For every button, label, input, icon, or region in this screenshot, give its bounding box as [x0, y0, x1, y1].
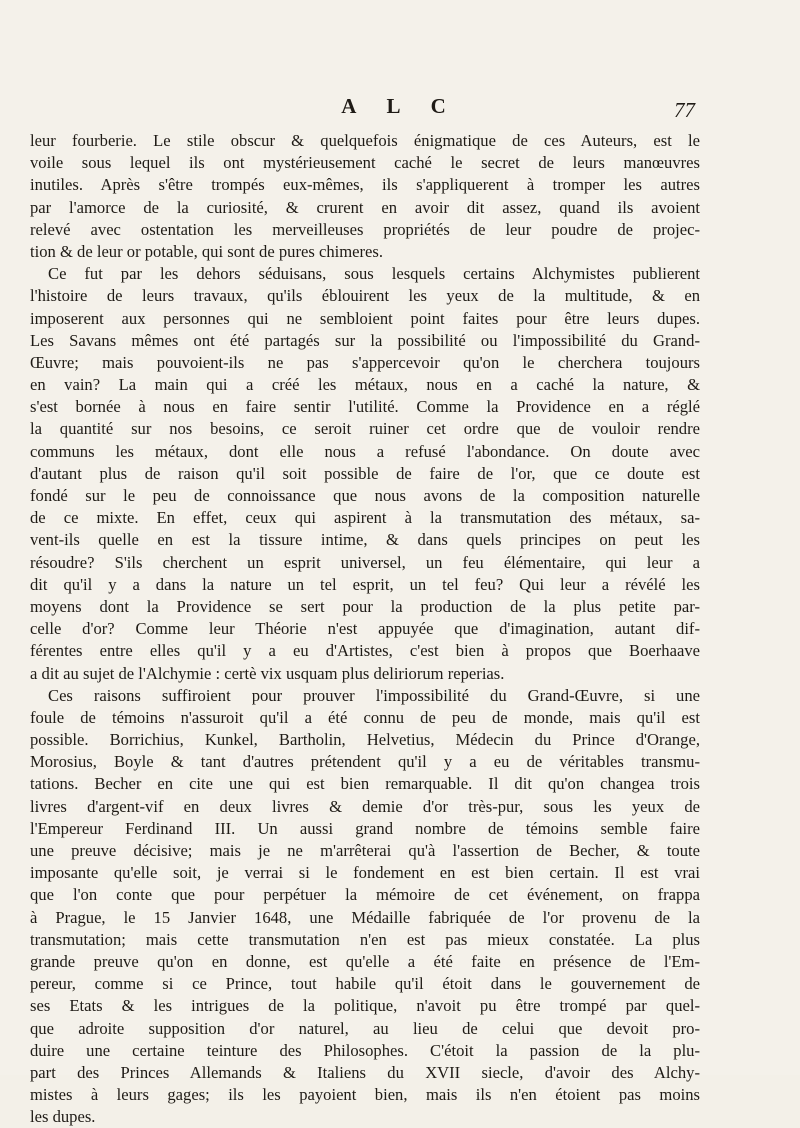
- text-line: à Prague, le 15 Janvier 1648, une Médaille fabriquée de l'or provenu de la: [30, 907, 700, 927]
- text-line: que l'on conte que pour perpétuer la mémoire de cet événement, on frappa: [30, 885, 700, 905]
- page-number: 77: [674, 98, 695, 122]
- text-line: Ce fut par les dehors séduisans, sous lesquels certains Alchymistes publierent: [48, 264, 700, 284]
- text-line: possible. Borrichius, Kunkel, Bartholin, Helvetius, Médecin du Prince d'Orange,: [30, 730, 700, 750]
- text-line: tations. Becher en cite une qui est bien remarquable. Il dit qu'on changea trois: [30, 774, 700, 794]
- text-line: imposerent aux personnes qui ne sembloient point faites pour être leurs dupes.: [30, 308, 700, 328]
- text-line: les dupes.: [30, 1107, 96, 1127]
- running-head: A L C: [341, 94, 459, 118]
- text-line: grande preuve qu'on en donne, est qu'elle a été faite en présence de l'Em-: [30, 951, 700, 971]
- text-line: ses Etats & les intrigues de la politique, n'avoit pu être trompé par quel-: [30, 996, 700, 1016]
- text-line: dit qu'il y a dans la nature un tel esprit, un tel feu? Qui leur a révélé les: [30, 574, 700, 594]
- text-line: leur fourberie. Le stile obscur & quelquefois énigmatique de ces Auteurs, est le: [30, 131, 700, 150]
- text-line: férentes entre elles qu'il y a eu d'Artistes, c'est bien à propos que Boerhaave: [30, 641, 700, 661]
- text-line: en vain? La main qui a créé les métaux, nous en a caché la nature, &: [30, 375, 700, 395]
- text-line: tion & de leur or potable, qui sont de pures chimeres.: [30, 241, 383, 261]
- text-line: que adroite supposition d'or naturel, au lieu de celui que devoit pro-: [30, 1018, 700, 1038]
- text-line: foule de témoins n'assuroit qu'il a été connu de peu de monde, mais qu'il est: [30, 707, 700, 727]
- text-line: Morosius, Boyle & tant d'autres prétendent qu'il y a eu de véritables transmu-: [30, 752, 700, 772]
- text-line: l'Empereur Ferdinand III. Un aussi grand nombre de témoins semble faire: [30, 818, 700, 838]
- text-line: Les Savans mêmes ont été partagés sur la possibilité ou l'impossibilité du Grand-: [30, 330, 700, 350]
- text-line: a dit au sujet de l'Alchymie : certè vix usquam plus deliriorum reperias.: [30, 663, 505, 683]
- text-line: relevé avec ostentation les merveilleuses propriétés de leur poudre de projec-: [30, 219, 700, 239]
- page-header: [0, 88, 800, 128]
- text-line: par l'amorce de la curiosité, & crurent en avoir dit assez, quand ils avoient: [30, 197, 700, 217]
- text-line: mistes à leurs gages; ils les payoient bien, mais ils n'en étoient pas moins: [30, 1085, 700, 1105]
- text-line: résoudre? S'ils cherchent un esprit universel, un feu élémentaire, qui leur a: [30, 552, 700, 572]
- text-line: voile sous lequel ils ont mystérieusement caché le secret de leurs manœuvres: [30, 153, 700, 173]
- text-line: livres d'argent-vif en deux livres & demie d'or très-pur, sous les yeux de: [30, 796, 700, 816]
- text-line: moyens dont la Providence se sert pour la production de la plus petite par-: [30, 596, 700, 616]
- body-text: [30, 130, 700, 1128]
- text-line: imposante qu'elle soit, je verrai si le fondement en est bien certain. Il est vrai: [30, 863, 700, 883]
- text-line: pereur, comme si ce Prince, tout habile qu'il étoit dans le gouvernement de: [30, 974, 700, 994]
- text-line: transmutation; mais cette transmutation n'en est pas mieux constatée. La plus: [30, 929, 700, 949]
- text-line: fondé sur le peu de connoissance que nous avons de la composition naturelle: [30, 486, 700, 505]
- text-line: s'est bornée à nous en faire sentir l'utilité. Comme la Providence en a réglé: [30, 397, 700, 417]
- text-line: part des Princes Allemands & Italiens du XVII siecle, d'avoir des Alchy-: [30, 1062, 700, 1082]
- text-line: une preuve décisive; mais je ne m'arrêterai qu'à l'assertion de Becher, & toute: [30, 841, 700, 860]
- text-line: communs les métaux, dont elle nous a refusé l'abondance. On doute avec: [30, 441, 700, 461]
- text-line: Œuvre; mais pouvoient-ils ne pas s'appercevoir qu'on le cherchera toujours: [30, 352, 700, 372]
- text-line: la quantité sur nos besoins, ce seroit ruiner cet ordre que de vouloir rendre: [30, 419, 700, 439]
- text-line: inutiles. Après s'être trompés eux-mêmes, ils s'appliquerent à tromper les autres: [30, 175, 700, 195]
- text-line: Ces raisons suffiroient pour prouver l'impossibilité du Grand-Œuvre, si une: [48, 685, 700, 705]
- text-line: vent-ils quelle en est la tissure intime, & dans quels principes on peut les: [30, 530, 700, 550]
- text-line: l'histoire de leurs travaux, qu'ils éblouirent les yeux de la multitude, & en: [30, 286, 700, 306]
- text-line: celle d'or? Comme leur Théorie n'est appuyée que d'imagination, autant dif-: [30, 619, 700, 639]
- text-line: d'autant plus de raison qu'il soit possible de faire de l'or, que ce doute est: [30, 463, 700, 483]
- text-line: duire une certaine teinture des Philosophes. C'étoit la passion de la plu-: [30, 1040, 700, 1060]
- text-line: de ce mixte. En effet, ceux qui aspirent à la transmutation des métaux, sa-: [30, 508, 700, 528]
